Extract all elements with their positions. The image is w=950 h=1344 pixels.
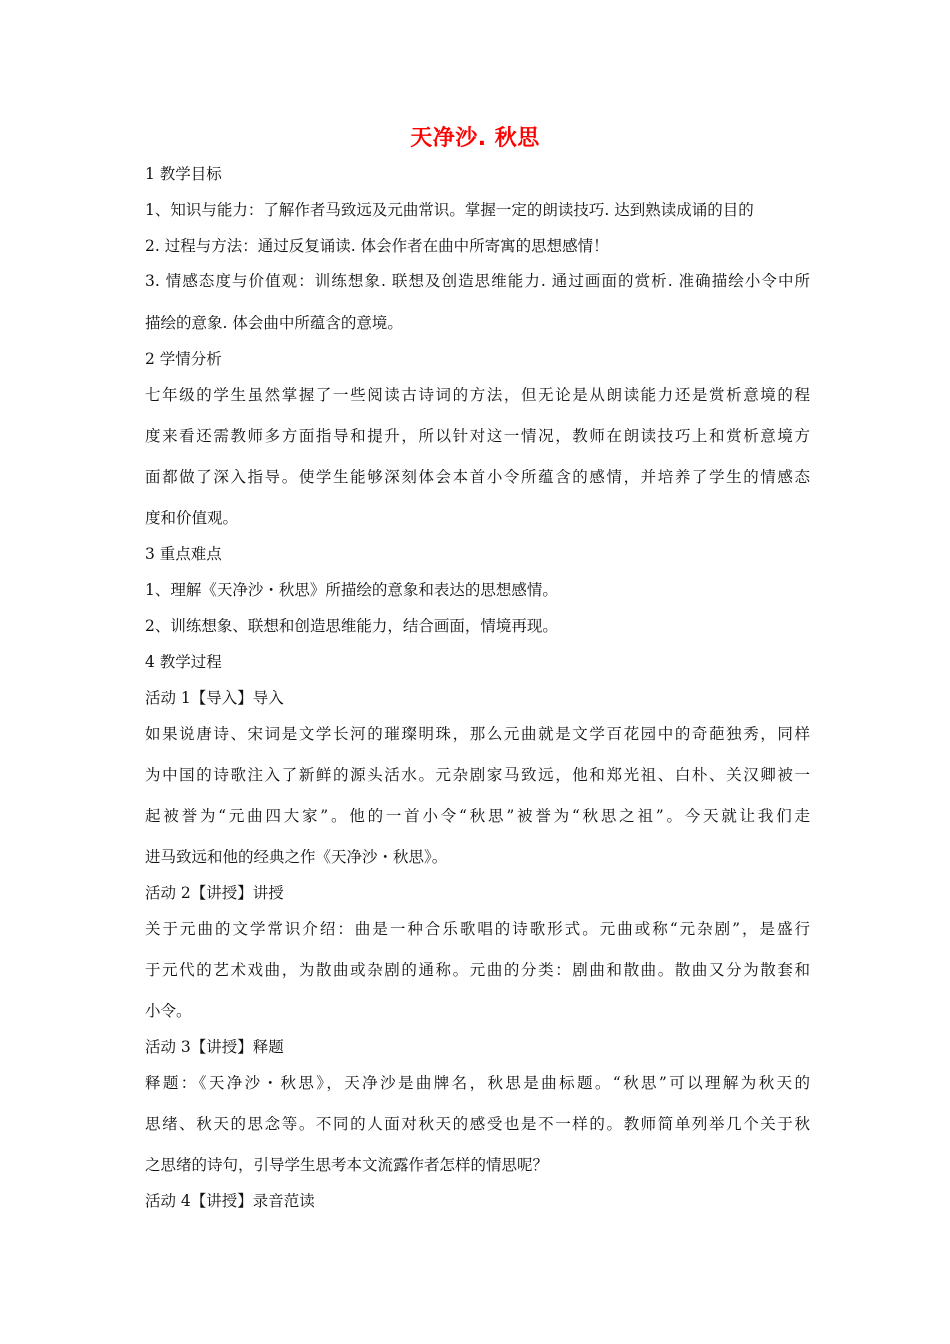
text-line: 1 教学目标: [145, 165, 222, 183]
text-line: 释题：《天净沙・秋思》，天净沙是曲牌名，秋思是曲标题。“秋思”可以理解为秋天的: [145, 1074, 810, 1092]
text-line: 活动 2【讲授】讲授: [145, 884, 284, 902]
text-line: 3. 情感态度与价值观：训练想象. 联想及创造思维能力. 通过画面的赏析. 准确描绘小令中所: [145, 272, 810, 290]
text-line: 关于元曲的文学常识介绍：曲是一种合乐歌唱的诗歌形式。元曲或称“元杂剧”，是盛行: [145, 920, 810, 938]
text-line: 为中国的诗歌注入了新鲜的源头活水。元杂剧家马致远，他和郑光祖、白朴、关汉卿被一: [145, 766, 810, 784]
text-line: 2. 过程与方法：通过反复诵读. 体会作者在曲中所寄寓的思想感情！: [145, 237, 609, 255]
text-line: 面都做了深入指导。使学生能够深刻体会本首小令所蕴含的感情，并培养了学生的情感态: [145, 468, 810, 486]
text-line: 度来看还需教师多方面指导和提升，所以针对这一情况，教师在朗读技巧上和赏析意境方: [145, 427, 810, 445]
text-line: 如果说唐诗、宋词是文学长河的璀璨明珠，那么元曲就是文学百花园中的奇葩独秀，同样: [145, 725, 810, 743]
text-line: 之思绪的诗句，引导学生思考本文流露作者怎样的情思呢？: [145, 1156, 549, 1174]
text-line: 度和价值观。: [145, 509, 239, 527]
text-line: 4 教学过程: [145, 653, 222, 671]
text-line: 3 重点难点: [145, 545, 222, 563]
text-line: 思绪、秋天的思念等。不同的人面对秋天的感受也是不一样的。教师简单列举几个关于秋: [145, 1115, 810, 1133]
text-line: 活动 1【导入】导入: [145, 689, 284, 707]
text-line: 进马致远和他的经典之作《天净沙・秋思》。: [145, 848, 448, 866]
page-title: 天净沙. 秋思: [410, 126, 540, 151]
text-line: 1、知识与能力：了解作者马致远及元曲常识。掌握一定的朗读技巧. 达到熟读成诵的目的: [145, 201, 754, 219]
text-line: 1、理解《天净沙・秋思》所描绘的意象和表达的思想感情。: [145, 581, 558, 599]
text-line: 活动 3【讲授】释题: [145, 1038, 284, 1056]
text-line: 七年级的学生虽然掌握了一些阅读古诗词的方法，但无论是从朗读能力还是赏析意境的程: [145, 386, 810, 404]
text-line: 活动 4【讲授】录音范读: [145, 1192, 315, 1210]
text-line: 描绘的意象. 体会曲中所蕴含的意境。: [145, 314, 403, 332]
text-line: 小令。: [145, 1002, 192, 1020]
text-line: 于元代的艺术戏曲，为散曲或杂剧的通称。元曲的分类：剧曲和散曲。散曲又分为散套和: [145, 961, 810, 979]
text-line: 起被誉为“元曲四大家”。他的一首小令“秋思”被誉为“秋思之祖”。今天就让我们走: [145, 807, 810, 825]
text-line: 2 学情分析: [145, 350, 222, 368]
text-line: 2、训练想象、联想和创造思维能力，结合画面，情境再现。: [145, 617, 558, 635]
